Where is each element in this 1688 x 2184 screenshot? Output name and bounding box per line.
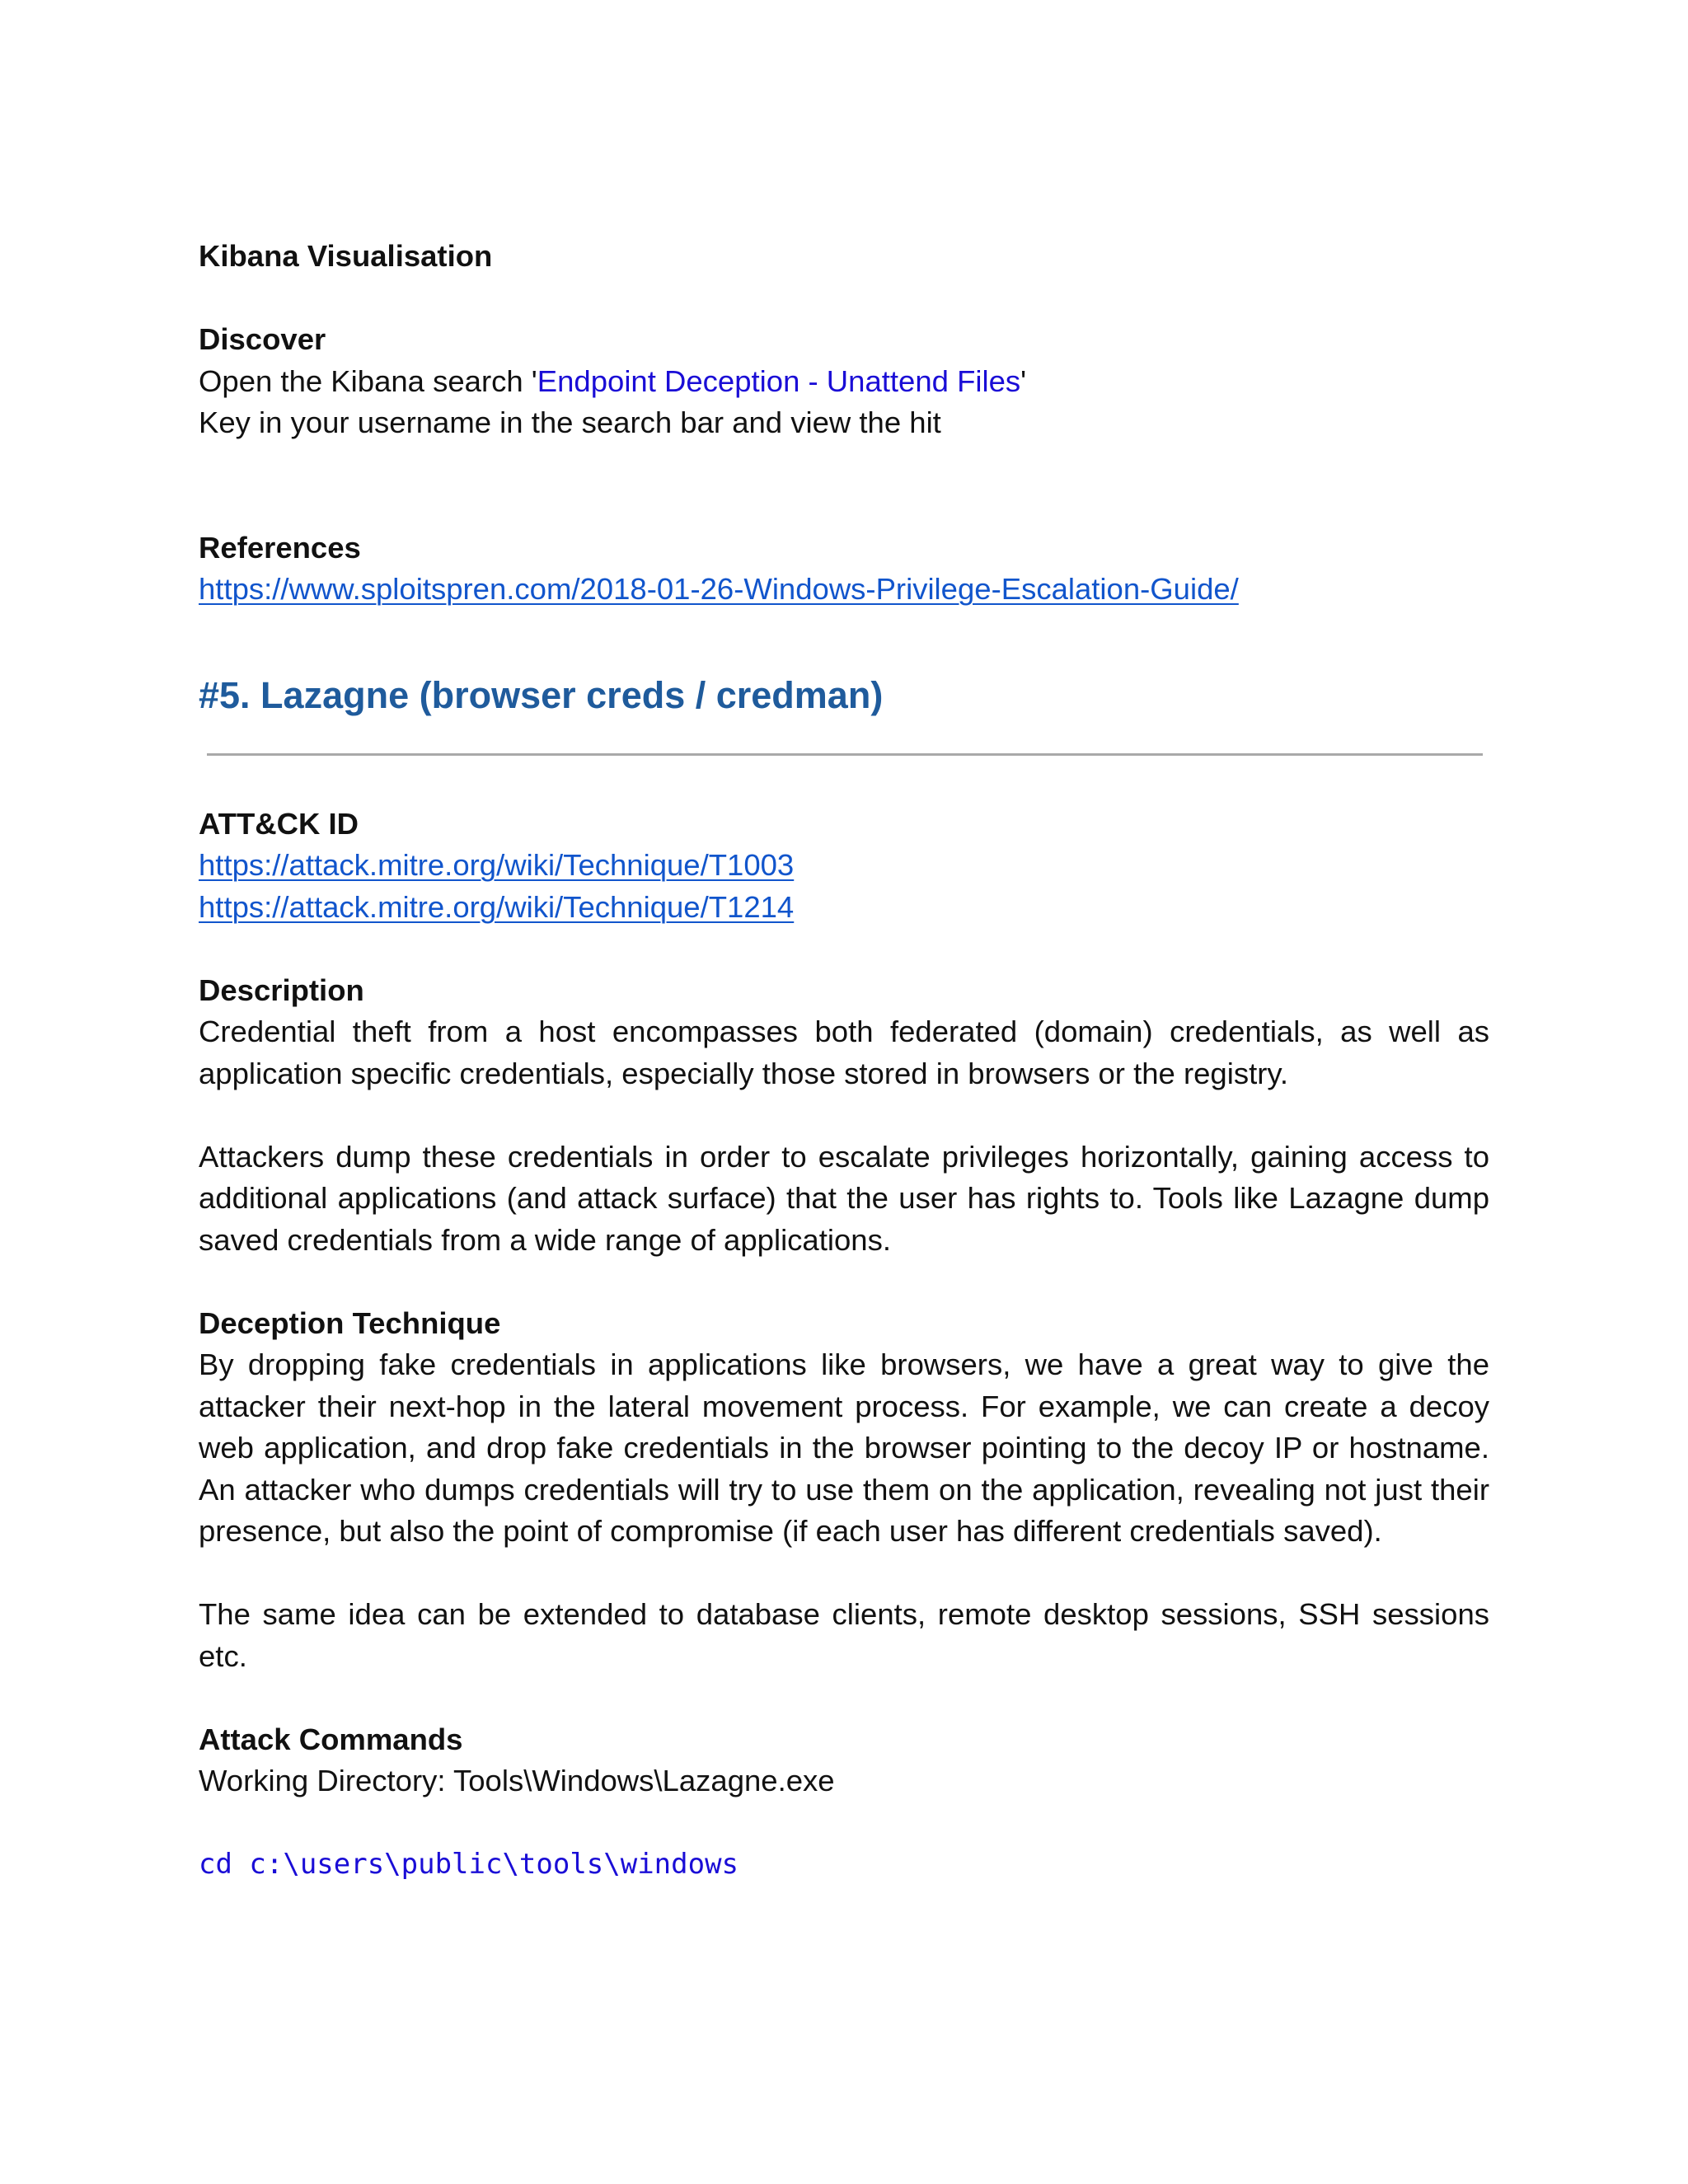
kibana-search-name-link[interactable]: Endpoint Deception - Unattend Files <box>537 363 1021 398</box>
attack-link-t1003[interactable]: https://attack.mitre.org/wiki/Technique/T1003 <box>199 848 795 882</box>
deception-technique-heading: Deception Technique <box>199 1305 501 1340</box>
discover-heading: Discover <box>199 322 326 356</box>
attack-commands-heading: Attack Commands <box>199 1722 463 1756</box>
references-heading: References <box>199 530 361 565</box>
description-heading: Description <box>199 972 364 1007</box>
attack-id-heading: ATT&CK ID <box>199 806 359 841</box>
kibana-visualisation-heading: Kibana Visualisation <box>199 239 493 273</box>
description-paragraph-2: Attackers dump these credentials in order to escalate privileges horizontally, gaining access to additional applications (and attack surface) that the user has rights to. Tools like Lazagne dump saved credentials from a wide range of applications. <box>199 1139 1489 1257</box>
open-prefix-text: Open the Kibana search ' <box>199 363 537 398</box>
reference-line <box>199 569 1489 611</box>
section-5-title: #5. Lazagne (browser creds / credman) <box>199 673 884 716</box>
attack-command-code: cd c:\users\public\tools\windows <box>199 1848 739 1881</box>
deception-paragraph-2: The same idea can be extended to database clients, remote desktop sessions, SSH sessions etc. <box>199 1597 1489 1673</box>
reference-link[interactable]: https://www.sploitspren.com/2018-01-26-Windows-Privilege-Escalation-Guide/ <box>199 572 1239 606</box>
description-paragraph-1: Credential theft from a host encompasses both federated (domain) credentials, as well as application specific credentials, especially those stored in browsers or the registry. <box>199 1015 1489 1090</box>
attack-link-line <box>199 845 1489 887</box>
document-content <box>199 236 1489 1886</box>
key-in-username-text: Key in your username in the search bar and view the hit <box>199 405 941 439</box>
attack-link-t1214[interactable]: https://attack.mitre.org/wiki/Technique/T1214 <box>199 889 795 924</box>
working-directory-text: Working Directory: Tools\Windows\Lazagne.exe <box>199 1764 835 1797</box>
open-suffix-text: ' <box>1020 363 1027 398</box>
deception-paragraph-1: By dropping fake credentials in applications like browsers, we have a great way to give the attacker their next-hop in the lateral movement process. For example, we can create a decoy web application, and drop fake credentials in the browser pointing to the decoy IP or hostname. An attacker who dumps credentials will try to use them on the application, revealing not just their presence, but also the point of compromise (if each user has different credentials saved). <box>199 1347 1489 1548</box>
attack-link-line <box>199 887 1489 929</box>
open-kibana-search-line <box>199 361 1489 403</box>
